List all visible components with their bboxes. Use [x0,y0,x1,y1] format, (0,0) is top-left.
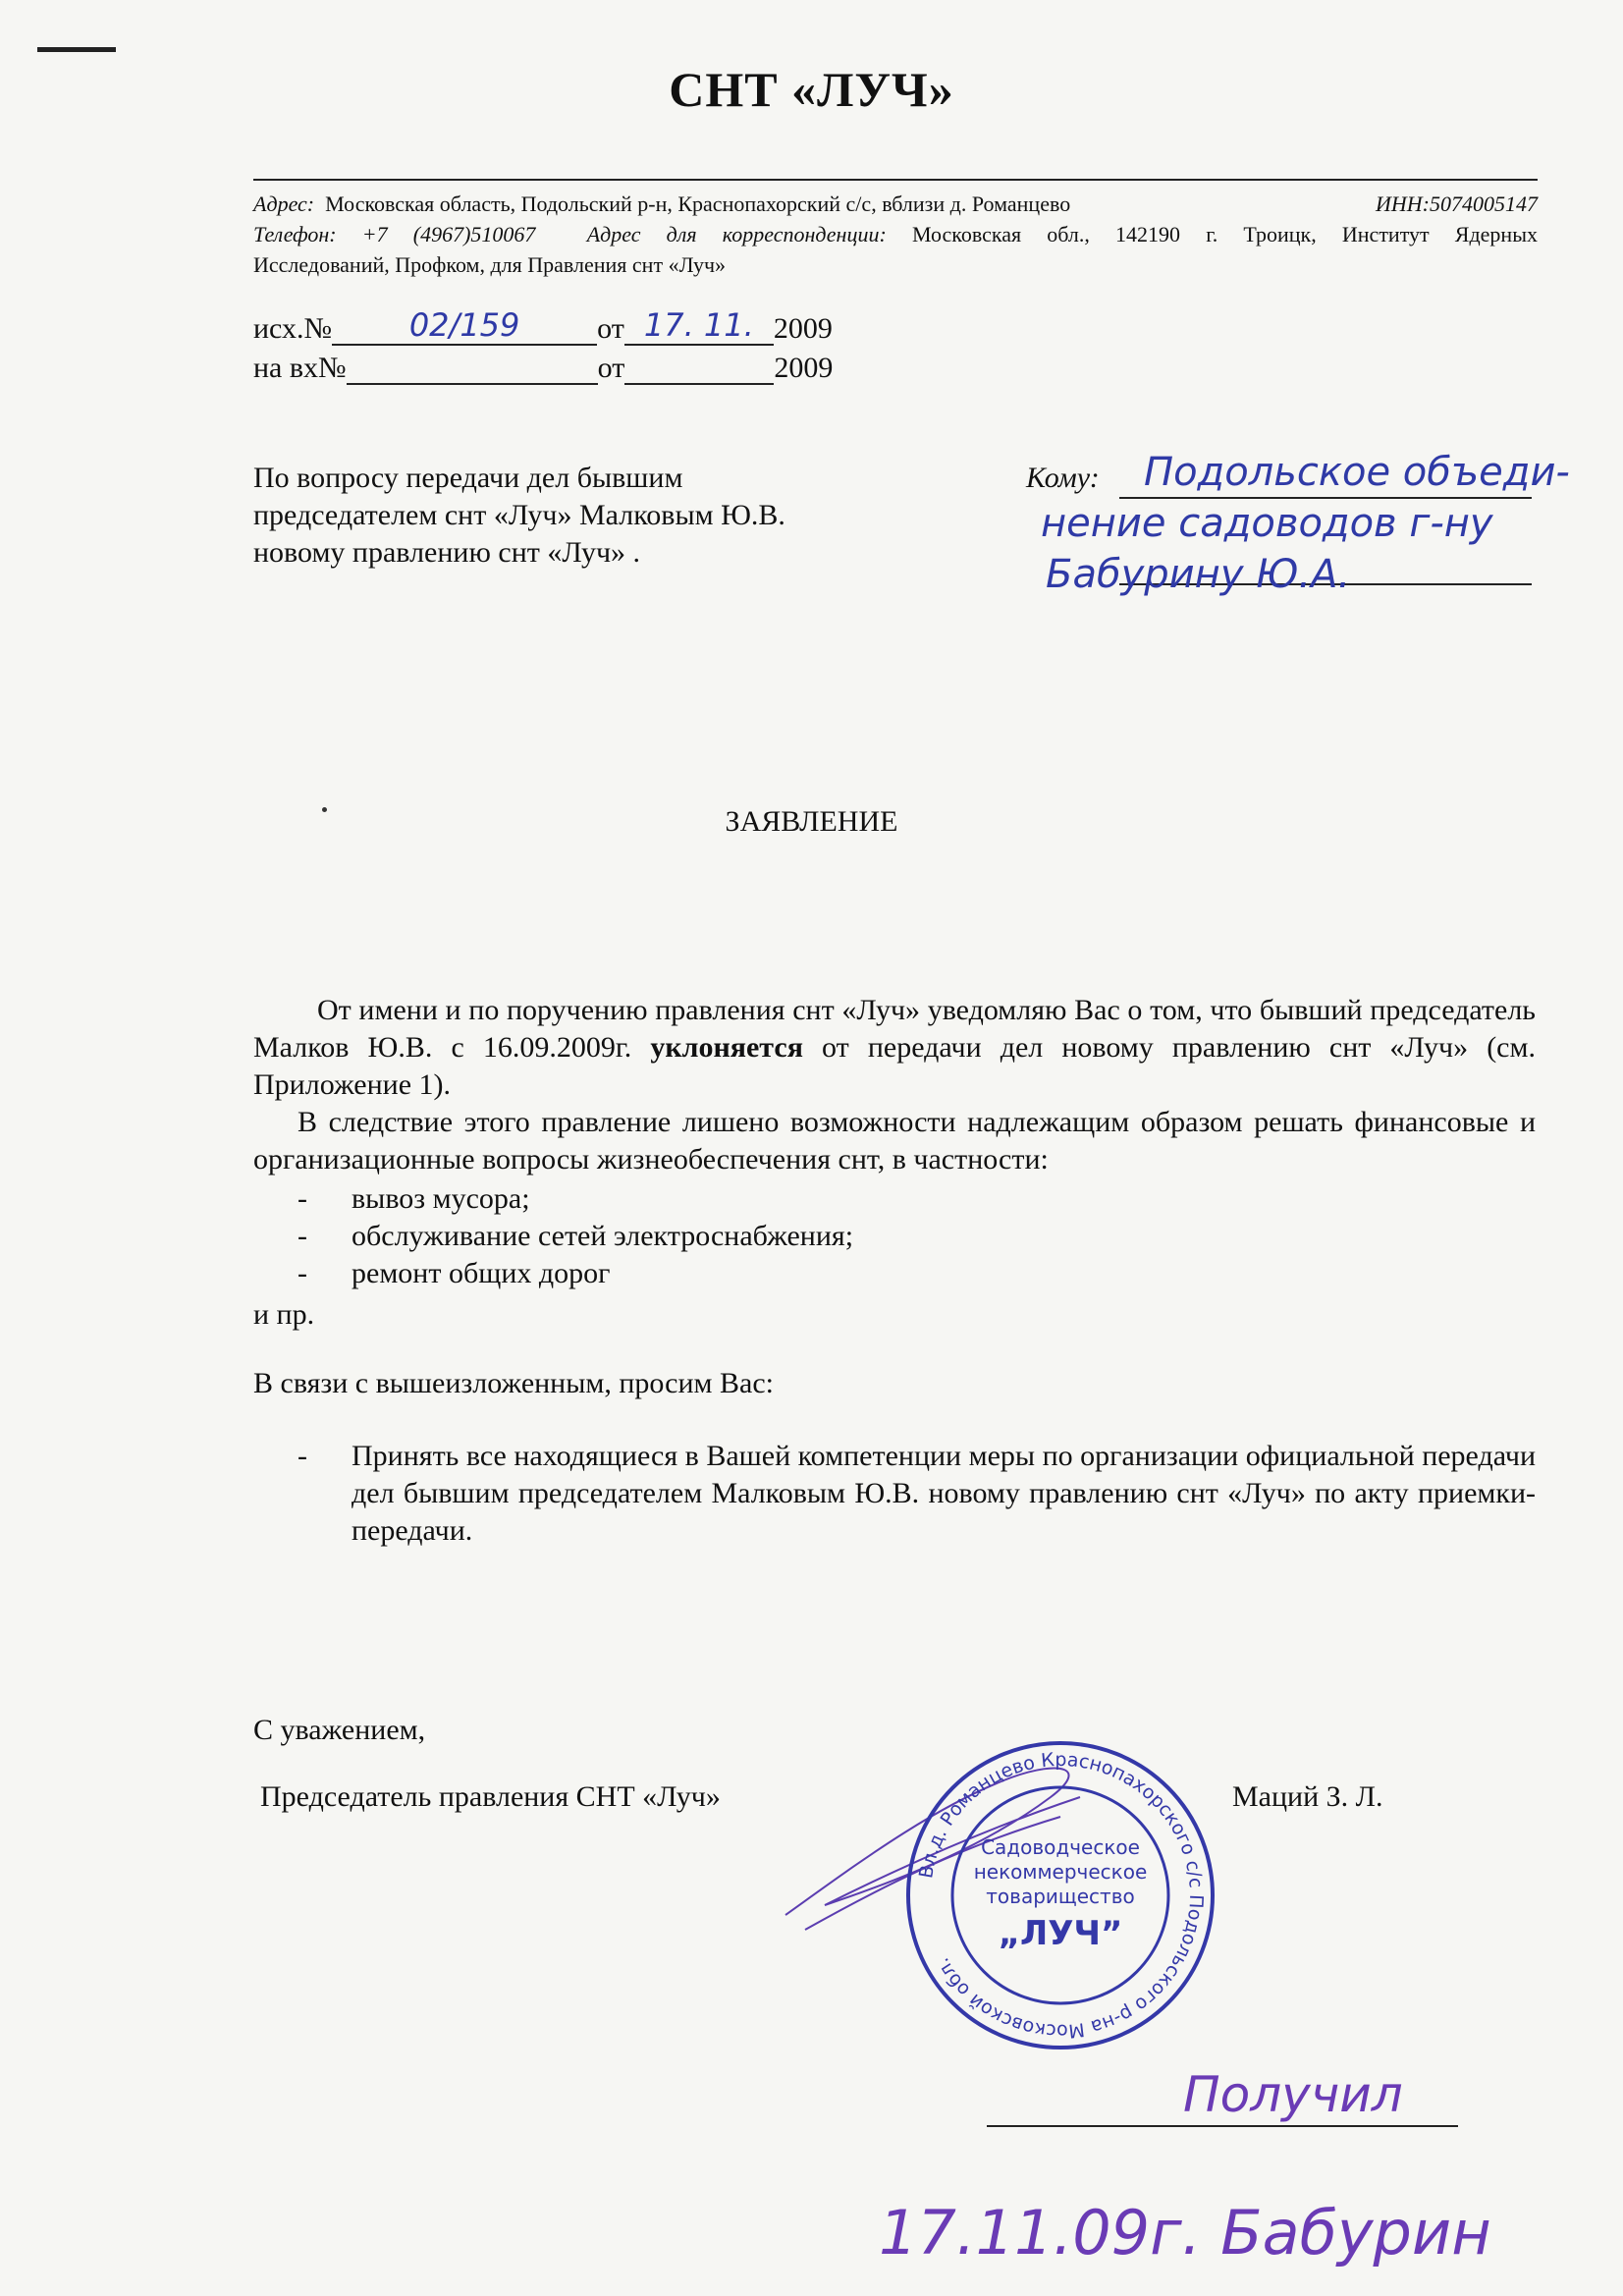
inn: ИНН:5074005147 [1376,191,1538,216]
addressee-hand-line: Подольское объеди- [1144,450,1570,495]
organization-seal [903,1738,1217,2052]
receipt-received: Получил [1183,2066,1403,2123]
letterhead [253,189,1538,280]
statement-body [253,992,1536,1550]
phone-row [253,219,1538,249]
outgoing-year: 2009 [773,312,833,345]
seal-line: Садоводческое [981,1835,1140,1859]
seal-line: товарищество [986,1885,1135,1908]
phone-label: Телефон: [253,222,337,246]
request-item: - Принять все находящиеся в Вашей компетенции меры по организации официальной передачи дел бывшим председателем Малковым Ю.В. новому правлению снт «Луч» по акту приемки-передачи. [253,1438,1536,1550]
incoming-number-row [253,352,833,385]
signatory-name: Маций З. Л. [1232,1780,1383,1813]
request-intro: В связи с вышеизложенным, просим Вас: [253,1367,775,1399]
address-text: Московская область, Подольский р-н, Краснопахорский с/с, вблизи д. Романцево [325,191,1071,216]
list-item: - ремонт общих дорог [253,1255,1536,1292]
etc-text: и пр. [253,1298,315,1331]
seal-line: некоммерческое [973,1860,1148,1884]
emphasis: уклоняется [650,1031,803,1064]
outgoing-label: исх.№ [253,312,333,345]
list-item: - вывоз мусора; [253,1180,1536,1218]
incoming-date-field [624,352,774,385]
corr-label: Адрес для корреспонденции: [586,222,887,246]
address-label: Адрес: [253,191,315,216]
header-divider [253,179,1538,181]
addressee-hand-line: Бабурину Ю.А. [1046,552,1351,597]
paragraph-notice: От имени и по поручению правления снт «Луч» уведомляю Вас о том, что бывший председатель Малков Ю.В. с 16.09.2009г. уклоняется от передачи дел новому правлению снт «Луч» (см. Приложение 1). [253,994,1536,1101]
corr-address: Московская обл., 142190 г. Троицк, Институт Ядерных [911,222,1538,246]
outgoing-from-label: от [597,312,624,345]
outgoing-number-field [332,306,597,346]
seal-outer-text: Вл.д. Романцево Краснопахорского с/с Подольского р-на Московской обл. [915,1748,1208,2043]
addressee-label: Кому: [1026,462,1100,494]
subject-line: новому правлению снт «Луч» . [253,536,641,569]
outgoing-number: 02/159 [408,306,520,344]
list-item: - обслуживание сетей электроснабжения; [253,1218,1536,1255]
incoming-year: 2009 [774,352,834,384]
outgoing-date: 17. 11. [643,306,754,344]
receipt-note [869,2048,1517,2293]
issues-list [253,1180,1536,1292]
corr-address-2: Исследований, Профком, для Правления снт «Луч» [253,252,727,277]
subject-line: По вопросу передачи дел бывшим [253,462,683,494]
signatory-role: Председатель правления СНТ «Луч» [260,1780,721,1813]
incoming-label: на вх№ [253,352,347,384]
request-list [253,1438,1536,1550]
addressee-handwriting [1041,447,1571,600]
outgoing-date-field [624,306,774,346]
phone: +7 (4967)510067 [361,222,536,246]
incoming-from-label: от [597,352,625,384]
incoming-number-field [347,352,598,385]
closing: С уважением, [253,1714,426,1746]
receipt-date-signature: 17.11.09г. Бабурин [879,2197,1491,2269]
subject-line: председателем снт «Луч» Малковым Ю.В. [253,499,785,531]
outgoing-number-row [253,306,833,346]
corner-mark [37,47,116,52]
seal-name: „ЛУЧ” [998,1914,1123,1953]
statement-heading: ЗАЯВЛЕНИЕ [725,805,898,838]
subject-block [253,460,785,572]
address-row [253,189,1538,219]
addressee-hand-line: нение садоводов г-ну [1041,501,1493,546]
paragraph-consequence: В следствие этого правление лишено возможности надлежащим образом решать финансовые и организационные вопросы жизнеобеспечения снт, в частности: [253,1106,1536,1175]
document-title: СНТ «ЛУЧ» [669,62,954,117]
